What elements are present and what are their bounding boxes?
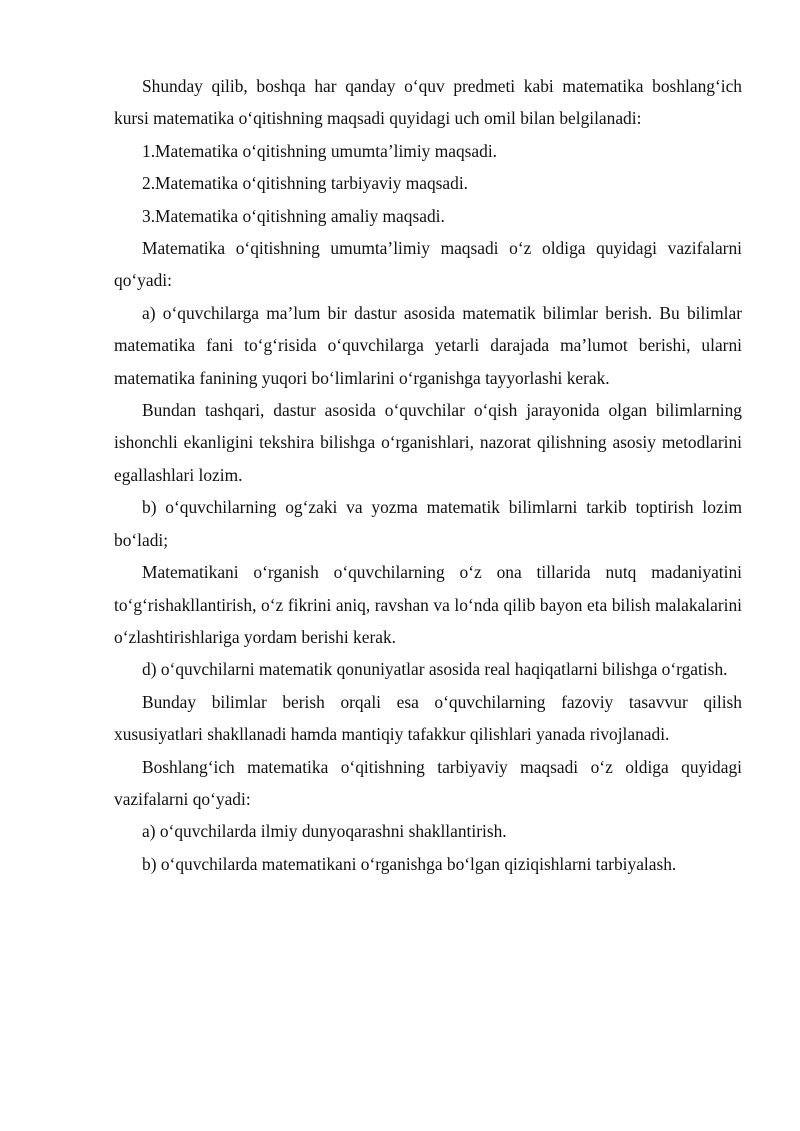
document-page bbox=[114, 70, 742, 880]
paragraph-speech-culture: Matematikani o‘rganish o‘quvchilarning o‘z ona tillarida nutq madaniyatini to‘g‘rishakllantirish, o‘z fikrini aniq, ravshan va lo‘nda qilib bayon eta bilish malakalarini o‘zlashtirishlariga yordam berishi kerak. bbox=[114, 562, 742, 647]
list-item-edu-a: a) o‘quvchilarda ilmiy dunyoqarashni shakllantirish. bbox=[142, 821, 507, 842]
list-item-task-d: d) o‘quvchilarni matematik qonuniyatlar asosida real haqiqatlarni bilishga o‘rgatish. bbox=[142, 659, 728, 680]
paragraph-general-goal: Matematika o‘qitishning umumta’limiy maqsadi o‘z oldiga quyidagi vazifalarni qo‘yadi: bbox=[114, 238, 742, 291]
list-item-edu-b: b) o‘quvchilarda matematikani o‘rganishga bo‘lgan qiziqishlarni tarbiyalash. bbox=[142, 853, 677, 874]
list-item-goal-3: 3.Matematika o‘qitishning amaliy maqsadi. bbox=[142, 205, 445, 226]
paragraph-intro: Shunday qilib, boshqa har qanday o‘quv predmeti kabi matematika boshlang‘ich kursi matematika o‘qitishning maqsadi quyidagi uch omil bilan belgilanadi: bbox=[114, 76, 742, 129]
paragraph-educational-goal: Boshlang‘ich matematika o‘qitishning tarbiyaviy maqsadi o‘z oldiga quyidagi vazifalarni qo‘yadi: bbox=[114, 756, 742, 809]
list-item-goal-2: 2.Matematika o‘qitishning tarbiyaviy maqsadi. bbox=[142, 173, 469, 194]
paragraph-spatial-thinking: Bunday bilimlar berish orqali esa o‘quvchilarning fazoviy tasavvur qilish xususiyatlari shakllanadi hamda mantiqiy tafakkur qilishlari yanada rivojlanadi. bbox=[114, 691, 742, 745]
list-item-goal-1: 1.Matematika o‘qitishning umumta’limiy maqsadi. bbox=[142, 140, 498, 161]
list-item-task-a: a) o‘quvchilarga ma’lum bir dastur asosida matematik bilimlar berish. Bu bilimlar matematika fani to‘g‘risida o‘quvchilarga yetarli darajada ma’lumot berishi, ularni matematika fanining yuqori bo‘limlarini o‘rganishga tayyorlashi kerak. bbox=[114, 302, 742, 388]
list-item-task-b: b) o‘quvchilarning og‘zaki va yozma matematik bilimlarni tarkib toptirish lozim bo‘ladi; bbox=[114, 497, 742, 550]
paragraph-additional: Bundan tashqari, dastur asosida o‘quvchilar o‘qish jarayonida olgan bilimlarning ishonchli ekanligini tekshira bilishga o‘rganishlari, nazorat qilishning asosiy metodlarini egallashlari lozim. bbox=[114, 400, 742, 485]
